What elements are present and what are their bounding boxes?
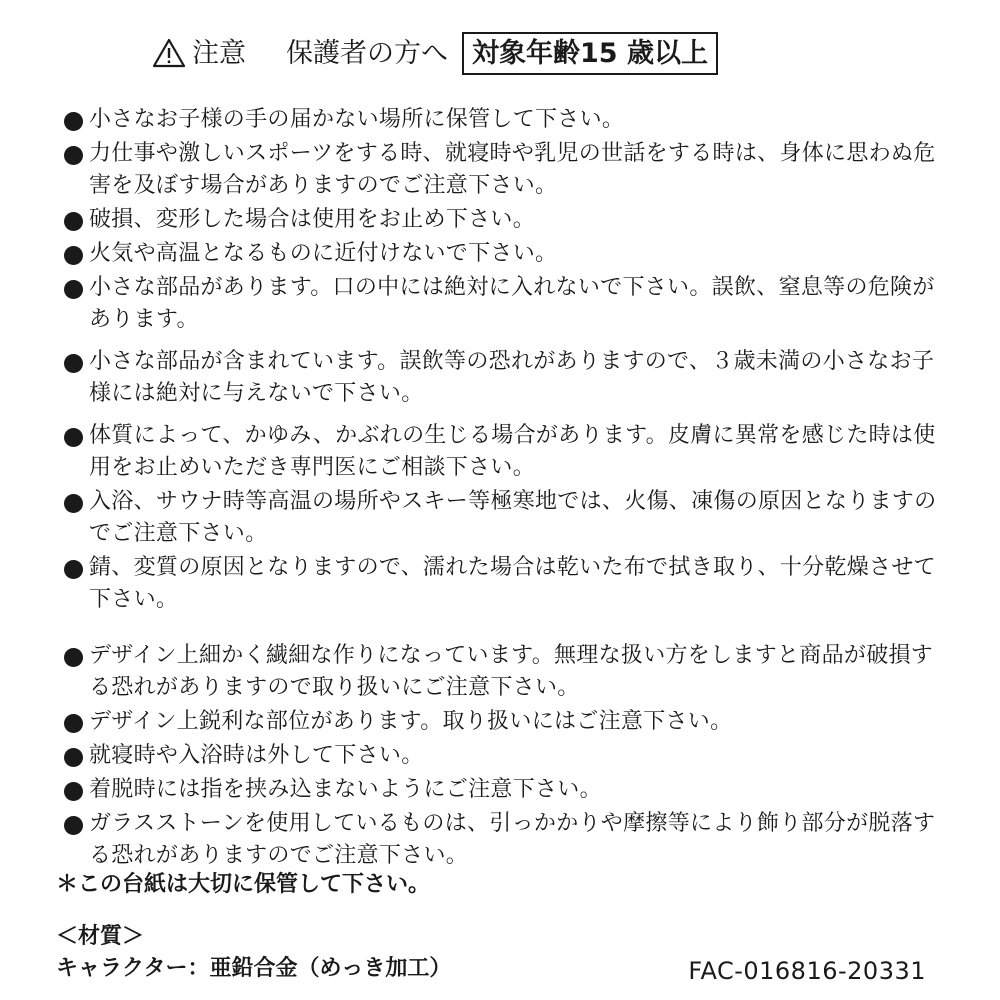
caution-header <box>152 28 718 78</box>
notice-text: ガラスストーンを使用しているものは、引っかかりや摩擦等により飾り部分が脱落する恐れがありますのでご注意下さい。 <box>89 811 936 868</box>
material-value: キャラクター：亜鉛合金（めっき加工） <box>56 956 452 981</box>
notice-text: 火気や高温となるものに近付けないで下さい。 <box>89 241 558 266</box>
notice-text: 就寝時や入浴時は外して下さい。 <box>89 743 424 768</box>
notice-text: デザイン上細かく繊細な作りになっています。無理な扱い方をしますと商品が破損する恐れがありますので取り扱いにご注意下さい。 <box>89 643 934 700</box>
notice-item <box>62 552 942 616</box>
product-code: FAC-016816-20331 <box>688 957 926 985</box>
notice-item <box>62 808 942 872</box>
bullet-icon <box>64 648 83 667</box>
notice-item <box>62 420 942 484</box>
notice-item <box>62 740 942 772</box>
bullet-icon <box>64 280 83 299</box>
audience-label: 保護者の方へ <box>286 37 448 69</box>
bullet-icon <box>64 748 83 767</box>
bullet-icon <box>64 428 83 447</box>
notice-text: デザイン上鋭利な部位があります。取り扱いにはご注意下さい。 <box>89 709 733 734</box>
notice-item <box>62 346 942 410</box>
bullet-icon <box>64 494 83 513</box>
notice-list <box>62 104 942 872</box>
notice-text: 錆、変質の原因となりますので、濡れた場合は乾いた布で拭き取り、十分乾燥させて下さい。 <box>89 555 936 612</box>
bullet-icon <box>64 246 83 265</box>
keep-card-note: ＊この台紙は大切に保管して下さい。 <box>56 872 431 897</box>
bullet-icon <box>64 560 83 579</box>
bullet-icon <box>64 212 83 231</box>
notice-item <box>62 238 942 270</box>
bullet-icon <box>64 146 83 165</box>
notice-text: 入浴、サウナ時等高温の場所やスキー等極寒地では、火傷、凍傷の原因となりますのでご注意下さい。 <box>89 489 937 546</box>
notice-text: 力仕事や激しいスポーツをする時、就寝時や乳児の世話をする時は、身体に思わぬ危害を及ぼす場合がありますのでご注意下さい。 <box>89 141 936 198</box>
notice-text: 小さな部品があります。口の中には絶対に入れないで下さい。誤飲、窒息等の危険があります。 <box>89 275 935 332</box>
notice-text: 体質によって、かゆみ、かぶれの生じる場合があります。皮膚に異常を感じた時は使用をお止めいただき専門医にご相談下さい。 <box>89 423 936 480</box>
bullet-icon <box>64 714 83 733</box>
notice-item <box>62 486 942 550</box>
target-age-badge: 対象年齢15 歳以上 <box>462 32 718 75</box>
material-heading: ＜材質＞ <box>56 924 145 949</box>
bullet-icon <box>64 354 83 373</box>
caution-label: 注意 <box>192 37 246 69</box>
notice-item <box>62 774 942 806</box>
notice-item <box>62 138 942 202</box>
notice-text: 破損、変形した場合は使用をお止め下さい。 <box>89 207 536 232</box>
notice-item <box>62 640 942 704</box>
bullet-icon <box>64 816 83 835</box>
notice-text: 小さなお子様の手の届かない場所に保管して下さい。 <box>89 107 625 132</box>
warning-triangle-icon <box>152 38 186 68</box>
notice-text: 着脱時には指を挟み込まないようにご注意下さい。 <box>89 777 602 802</box>
notice-item <box>62 204 942 236</box>
notice-item <box>62 104 942 136</box>
bullet-icon <box>64 782 83 801</box>
notice-text: 小さな部品が含まれています。誤飲等の恐れがありますので、３歳未満の小さなお子様には絶対に与えないで下さい。 <box>89 349 935 406</box>
notice-item <box>62 706 942 738</box>
notice-item <box>62 272 942 336</box>
bullet-icon <box>64 112 83 131</box>
